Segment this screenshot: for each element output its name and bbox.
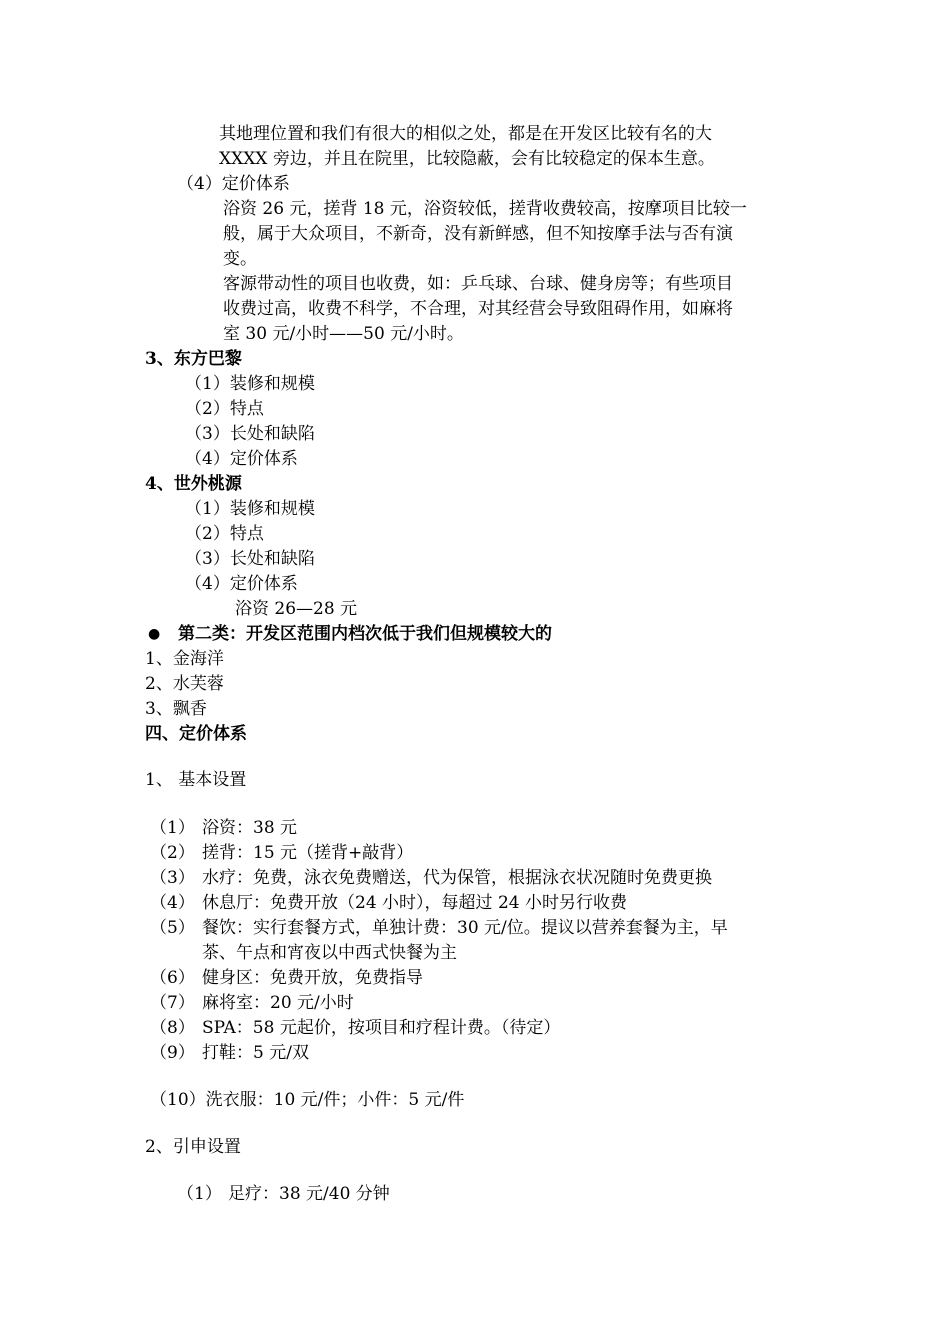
intro-line-2: XXXX 旁边，并且在院里，比较隐蔽，会有比较稳定的保本生意。	[219, 149, 715, 169]
part-4-title: 四、定价体系	[145, 724, 247, 744]
basic-item-text: 健身区：免费开放，免费指导	[202, 968, 423, 988]
basic-item-10: （10）洗衣服：10 元/件；小件：5 元/件	[150, 1090, 465, 1110]
section-4-item: （1）装修和规模	[185, 499, 315, 519]
basic-item-number: （6）	[150, 968, 195, 988]
basic-item-number: （7）	[150, 993, 195, 1013]
section-4-price-note: 浴资 26—28 元	[235, 599, 358, 619]
category-2-item: 1、金海洋	[145, 649, 224, 669]
basic-settings-heading: 1、 基本设置	[145, 770, 247, 790]
section-3-item: （3）长处和缺陷	[185, 424, 315, 444]
basic-item-text: 浴资：38 元	[202, 818, 298, 838]
basic-item-text: 搓背：15 元（搓背+敲背）	[202, 843, 414, 863]
extended-settings-heading: 2、引申设置	[145, 1137, 241, 1157]
pricing-para1-line1: 浴资 26 元，搓背 18 元，浴资较低，搓背收费较高，按摩项目比较一	[223, 199, 747, 219]
section-3-item: （1）装修和规模	[185, 374, 315, 394]
extended-item-number: （1）	[177, 1184, 222, 1204]
category-2-title: 第二类：开发区范围内档次低于我们但规模较大的	[178, 624, 552, 644]
category-2-item: 3、飘香	[145, 699, 207, 719]
basic-item-number: （8）	[150, 1018, 195, 1038]
category-2-item: 2、水芙蓉	[145, 674, 224, 694]
section-4-item: （3）长处和缺陷	[185, 549, 315, 569]
section-4-item: （4）定价体系	[185, 574, 298, 594]
basic-item-text: 打鞋：5 元/双	[202, 1043, 309, 1063]
basic-item-text-continued: 茶、午点和宵夜以中西式快餐为主	[202, 943, 457, 963]
basic-item-text: 水疗：免费，泳衣免费赠送，代为保管，根据泳衣状况随时免费更换	[202, 868, 712, 888]
basic-item-text: 麻将室：20 元/小时	[202, 993, 354, 1013]
extended-item-text: 足疗：38 元/40 分钟	[228, 1184, 390, 1204]
section-3-item: （2）特点	[185, 399, 264, 419]
section-3-item: （4）定价体系	[185, 449, 298, 469]
basic-item-number: （9）	[150, 1043, 195, 1063]
basic-item-text: 休息厅：免费开放（24 小时），每超过 24 小时另行收费	[202, 893, 627, 913]
pricing-para2-line2: 收费过高，收费不科学，不合理，对其经营会导致阻碍作用，如麻将	[223, 299, 733, 319]
basic-item-number: （4）	[150, 893, 195, 913]
basic-item-number: （5）	[150, 918, 195, 938]
pricing-para1-line3: 变。	[223, 249, 257, 269]
pricing-para1-line2: 般，属于大众项目，不新奇，没有新鲜感，但不知按摩手法与否有演	[223, 224, 733, 244]
pricing-para2-line1: 客源带动性的项目也收费，如：乒乓球、台球、健身房等；有些项目	[223, 274, 733, 294]
pricing-para2-line3: 室 30 元/小时——50 元/小时。	[223, 324, 464, 344]
basic-item-text: 餐饮：实行套餐方式，单独计费：30 元/位。提议以营养套餐为主，早	[202, 918, 728, 938]
intro-line-1: 其地理位置和我们有很大的相似之处，都是在开发区比较有名的大	[219, 124, 712, 144]
pricing-heading: （4）定价体系	[177, 174, 290, 194]
basic-item-number: （1）	[150, 818, 195, 838]
section-3-title: 3、东方巴黎	[145, 349, 242, 369]
basic-item-number: （3）	[150, 868, 195, 888]
section-4-item: （2）特点	[185, 524, 264, 544]
bullet-icon: ●	[148, 626, 161, 642]
basic-item-number: （2）	[150, 843, 195, 863]
basic-item-text: SPA：58 元起价，按项目和疗程计费。（待定）	[202, 1018, 561, 1038]
section-4-title: 4、世外桃源	[145, 474, 242, 494]
